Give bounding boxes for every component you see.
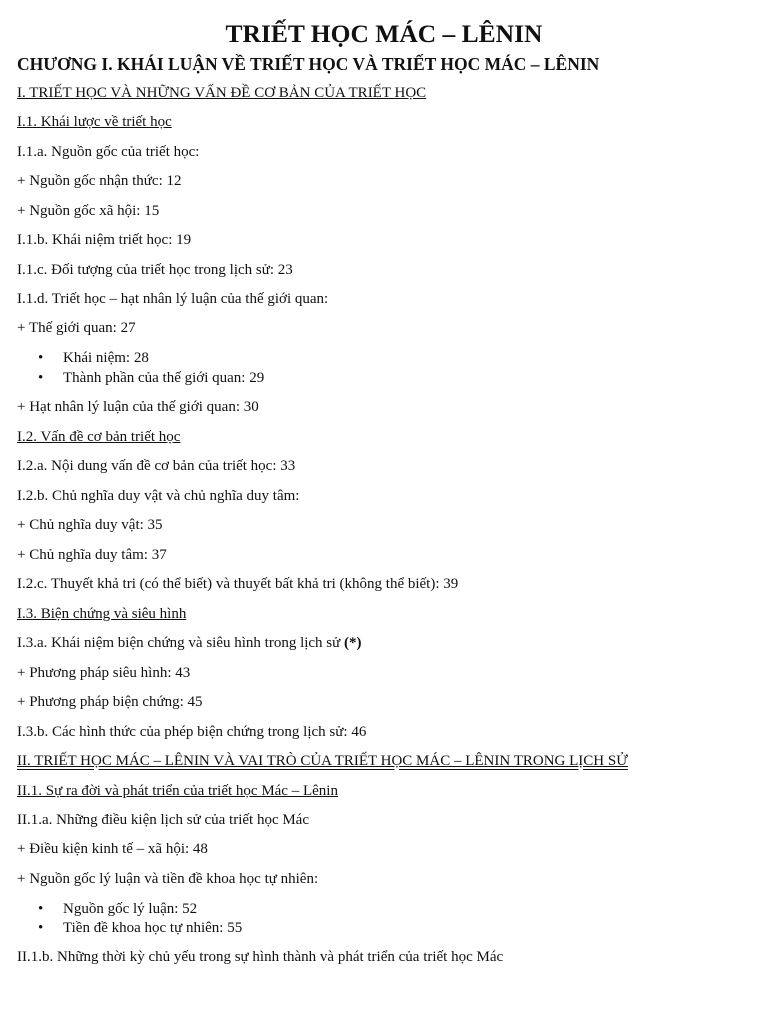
item-1-1-d: I.1.d. Triết học – hạt nhân lý luận của thế giới quan:: [17, 291, 329, 307]
chapter-heading: CHƯƠNG I. KHÁI LUẬN VỀ TRIẾT HỌC VÀ TRIẾT HỌC MÁC – LÊNIN: [17, 54, 600, 74]
item-1-3-a-text: I.3.a. Khái niệm biện chứng và siêu hình trong lịch sử: [17, 635, 345, 651]
document-title: TRIẾT HỌC MÁC – LÊNIN: [225, 19, 543, 48]
item-1-3-b: I.3.b. Các hình thức của phép biện chứng trong lịch sử: 46: [17, 724, 367, 740]
item-1-1-b: I.1.b. Khái niệm triết học: 19: [17, 232, 192, 248]
bullet-text: Thành phần của thế giới quan: 29: [63, 370, 265, 386]
item-1-1-a: I.1.a. Nguồn gốc của triết học:: [17, 144, 200, 160]
bullet-text: Nguồn gốc lý luận: 52: [63, 901, 198, 917]
bullet-item: [38, 899, 197, 919]
bullet-text: Tiền đề khoa học tự nhiên: 55: [63, 920, 243, 936]
point-2-1-a-1: + Điều kiện kinh tế – xã hội: 48: [17, 841, 208, 857]
item-1-2-a: I.2.a. Nội dung vấn đề cơ bản của triết học: 33: [17, 458, 296, 474]
item-1-1-c: I.1.c. Đối tượng của triết học trong lịch sử: 23: [17, 262, 293, 278]
bullet-glyph: •: [38, 350, 44, 366]
subsection-heading-1-3: I.3. Biện chứng và siêu hình: [17, 606, 187, 622]
subsection-heading-1-1: I.1. Khái lược về triết học: [17, 114, 172, 130]
point-1-1-d-2: + Hạt nhân lý luận của thế giới quan: 30: [17, 399, 259, 415]
bullet-item: [38, 368, 264, 388]
subsection-heading-1-2: I.2. Vấn đề cơ bản triết học: [17, 429, 181, 445]
bullet-text: Khái niệm: 28: [63, 350, 149, 366]
item-2-1-a: II.1.a. Những điều kiện lịch sử của triết học Mác: [17, 812, 310, 828]
note-marker: (*): [344, 635, 362, 651]
item-1-2-b: I.2.b. Chủ nghĩa duy vật và chủ nghĩa duy tâm:: [17, 488, 300, 504]
item-2-1-b: II.1.b. Những thời kỳ chủ yếu trong sự hình thành và phát triển của triết học Mác: [17, 949, 504, 965]
item-1-2-c: I.2.c. Thuyết khả tri (có thể biết) và thuyết bất khả tri (không thể biết): 39: [17, 576, 459, 592]
item-1-3-a: [17, 633, 362, 653]
bullet-glyph: •: [38, 901, 44, 917]
point-1-2-b-2: + Chủ nghĩa duy tâm: 37: [17, 547, 167, 563]
point-1-1-a-2: + Nguồn gốc xã hội: 15: [17, 203, 160, 219]
point-1-1-a-1: + Nguồn gốc nhận thức: 12: [17, 173, 182, 189]
section-heading-2: II. TRIẾT HỌC MÁC – LÊNIN VÀ VAI TRÒ CỦA TRIẾT HỌC MÁC – LÊNIN TRONG LỊCH SỬ: [17, 753, 628, 769]
bullet-glyph: •: [38, 920, 44, 936]
bullet-item: [38, 348, 149, 368]
subsection-heading-2-1: II.1. Sự ra đời và phát triển của triết học Mác – Lênin: [17, 783, 338, 799]
section-heading-1: I. TRIẾT HỌC VÀ NHỮNG VẤN ĐỀ CƠ BẢN CỦA TRIẾT HỌC: [17, 85, 427, 101]
point-2-1-a-2: + Nguồn gốc lý luận và tiền đề khoa học tự nhiên:: [17, 871, 319, 887]
point-1-2-b-1: + Chủ nghĩa duy vật: 35: [17, 517, 163, 533]
bullet-item: [38, 918, 242, 938]
point-1-3-a-2: + Phương pháp biện chứng: 45: [17, 694, 203, 710]
point-1-3-a-1: + Phương pháp siêu hình: 43: [17, 665, 191, 681]
point-1-1-d-1: + Thế giới quan: 27: [17, 320, 136, 336]
bullet-glyph: •: [38, 370, 44, 386]
